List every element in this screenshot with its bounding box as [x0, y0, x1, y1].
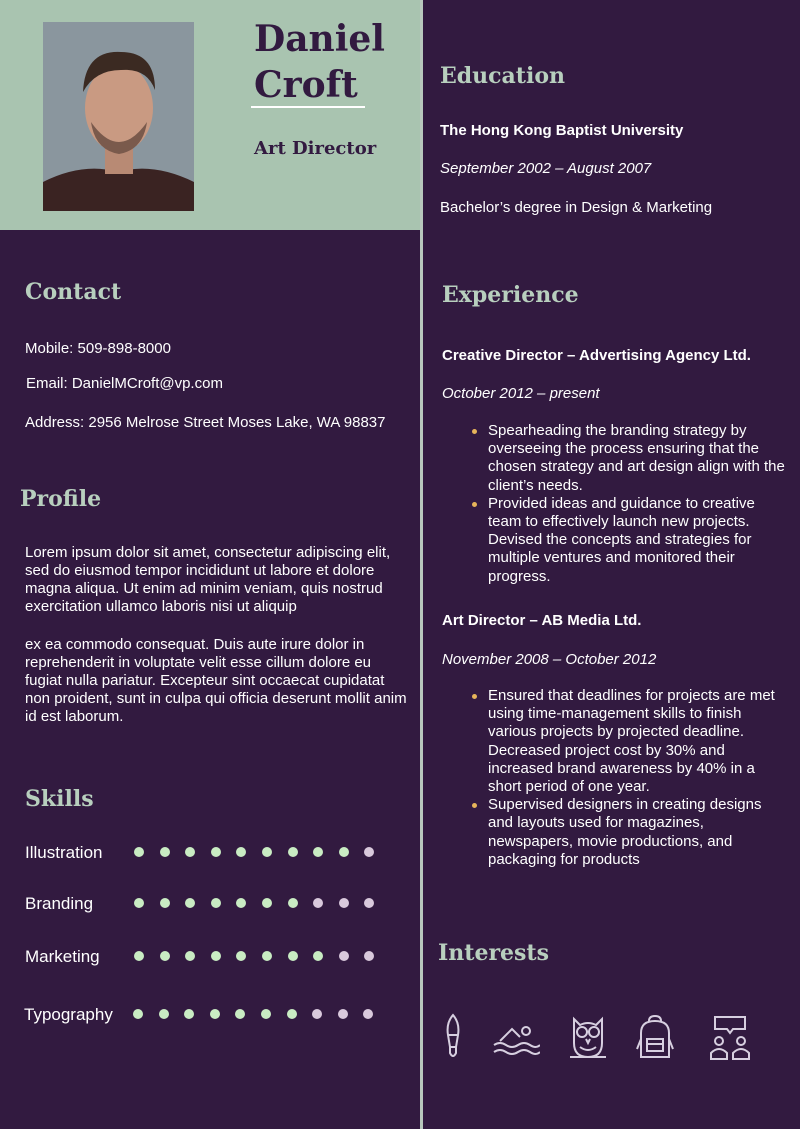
name-last: Croft	[254, 64, 358, 106]
skill-dot-empty	[312, 1009, 322, 1019]
skill-label: Illustration	[25, 843, 103, 862]
skills-title: Skills	[25, 786, 94, 812]
list-item: Spearheading the branding strategy by overseeing the process ensuring that the chosen strategy and art design align with the client’s needs.	[488, 422, 788, 495]
skill-dot-filled	[185, 898, 195, 908]
job-heading: Art Director – AB Media Ltd.	[442, 612, 642, 629]
column-divider	[420, 0, 423, 1129]
job-dates: November 2008 – October 2012	[442, 651, 657, 668]
profile-paragraph-2: ex ea commodo consequat. Duis aute irure dolor in reprehenderit in voluptate velit esse cillum dolore eu fugiat nulla pariatur. Excepteur sint occaecat cupidatat non proident, sunt in culpa qui officia deserunt mollit anim id est laborum.	[25, 636, 407, 725]
name-underline	[251, 106, 365, 108]
education-degree: Bachelor’s degree in Design & Marketing	[440, 199, 713, 216]
skill-dot-empty	[338, 1009, 348, 1019]
contact-address: Address: 2956 Melrose Street Moses Lake, WA 98837	[25, 414, 386, 431]
job-bullets	[442, 687, 788, 869]
skill-dot-filled	[134, 847, 144, 857]
skill-dot-filled	[236, 951, 246, 961]
education-school: The Hong Kong Baptist University	[440, 122, 684, 139]
skill-dot-empty	[364, 951, 374, 961]
contact-title: Contact	[25, 279, 122, 305]
swimming-icon	[492, 1013, 540, 1066]
skill-dot-filled	[134, 898, 144, 908]
skill-row	[24, 1005, 404, 1027]
skill-row	[25, 947, 405, 969]
skill-dot-filled	[211, 951, 221, 961]
skill-dot-filled	[288, 847, 298, 857]
skill-dot-filled	[261, 1009, 271, 1019]
skill-dot-filled	[184, 1009, 194, 1019]
job-role: Art Director	[254, 138, 377, 159]
job-dates: October 2012 – present	[442, 385, 600, 402]
skill-dot-filled	[262, 898, 272, 908]
skill-label: Branding	[25, 894, 94, 913]
skill-dot-filled	[134, 951, 144, 961]
skill-dot-filled	[313, 951, 323, 961]
skill-dot-filled	[236, 847, 246, 857]
name	[254, 16, 385, 108]
profile-paragraph-1: Lorem ipsum dolor sit amet, consectetur adipiscing elit, sed do eiusmod tempor incididunt ut labore et dolore magna aliqua. Ut enim ad minim veniam, quis nostrud exercitation ullamco laboris nisi ut aliquip	[25, 544, 391, 615]
education-dates: September 2002 – August 2007	[440, 160, 652, 177]
profile-title: Profile	[20, 486, 102, 512]
job-heading: Creative Director – Advertising Agency Ltd.	[442, 347, 751, 364]
skill-dot-empty	[364, 898, 374, 908]
skill-dot-filled	[287, 1009, 297, 1019]
skill-dot-filled	[339, 847, 349, 857]
interests-title: Interests	[438, 940, 549, 966]
skill-dot-filled	[262, 847, 272, 857]
job-bullets	[442, 422, 788, 586]
contact-email: Email: DanielMCroft@vp.com	[26, 375, 223, 392]
paintbrush-icon	[443, 1013, 463, 1066]
meeting-icon	[707, 1013, 753, 1066]
skill-dot-filled	[211, 847, 221, 857]
skill-dot-filled	[210, 1009, 220, 1019]
list-item: Ensured that deadlines for projects are met using time-management skills to finish various projects by projected deadline. Decreased project cost by 30% and increased brand awareness by 40% in a short period of one year.	[488, 687, 788, 796]
skill-dot-filled	[236, 898, 246, 908]
backpack-icon	[635, 1013, 675, 1066]
skill-dot-filled	[211, 898, 221, 908]
owl-icon	[566, 1013, 610, 1066]
experience-title: Experience	[442, 282, 579, 308]
skill-dot-filled	[288, 898, 298, 908]
skill-dot-filled	[160, 847, 170, 857]
education-title: Education	[440, 63, 565, 89]
skill-dot-empty	[339, 898, 349, 908]
skill-dot-filled	[185, 951, 195, 961]
skill-dot-filled	[235, 1009, 245, 1019]
skill-dot-filled	[262, 951, 272, 961]
skill-row	[25, 843, 405, 865]
skill-dot-filled	[133, 1009, 143, 1019]
skill-dot-empty	[364, 847, 374, 857]
skill-dot-filled	[160, 951, 170, 961]
name-first: Daniel	[254, 18, 385, 60]
profile-photo	[43, 22, 194, 211]
skill-dot-empty	[339, 951, 349, 961]
skill-dot-filled	[288, 951, 298, 961]
skill-row	[25, 894, 405, 916]
skill-dot-filled	[159, 1009, 169, 1019]
skill-dot-empty	[363, 1009, 373, 1019]
skill-dot-filled	[313, 847, 323, 857]
skill-label: Typography	[24, 1005, 113, 1024]
skill-dot-filled	[160, 898, 170, 908]
list-item: Supervised designers in creating designs and layouts used for magazines, newspapers, movie productions, and packaging for products	[488, 796, 788, 869]
skill-dot-empty	[313, 898, 323, 908]
contact-mobile: Mobile: 509-898-8000	[25, 340, 171, 357]
skill-dot-filled	[185, 847, 195, 857]
list-item: Provided ideas and guidance to creative team to effectively launch new projects. Devised the concepts and strategies for multiple ventures and monitored their progress.	[488, 495, 788, 586]
skill-label: Marketing	[25, 947, 100, 966]
